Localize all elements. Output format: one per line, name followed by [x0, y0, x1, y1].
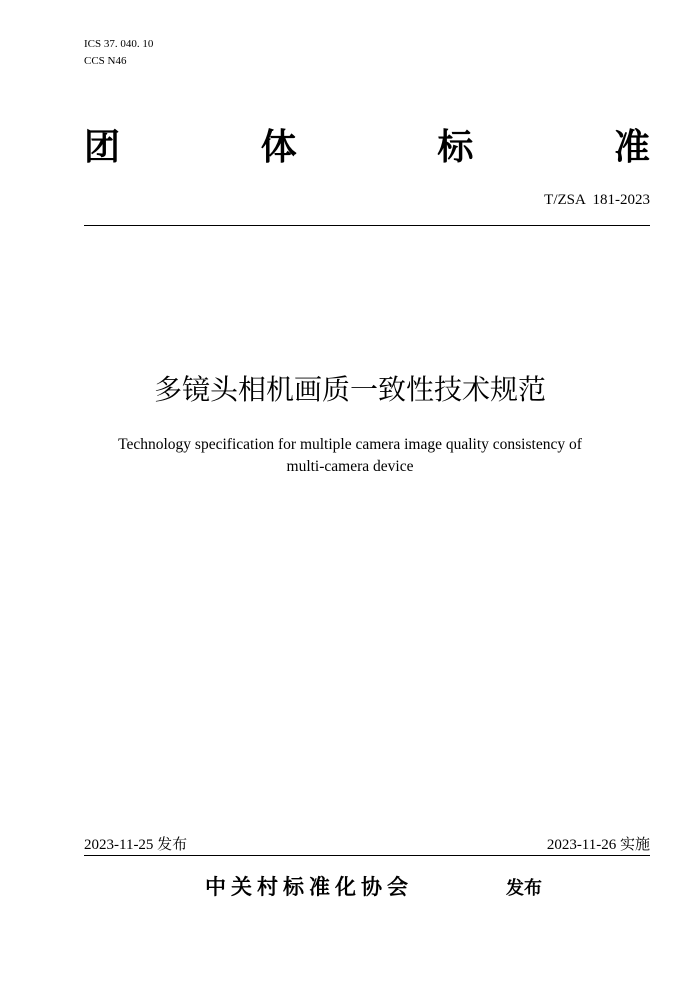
publish-date: 2023-11-25 发布 — [84, 837, 188, 853]
publisher-name: 中关村标准化协会 — [205, 875, 413, 899]
implement-date: 2023-11-26 实施 — [546, 837, 650, 853]
document-type-heading — [84, 124, 650, 172]
document-type-char-3: 标 — [437, 127, 474, 168]
publish-label: 发布 — [506, 878, 542, 899]
english-title-line-1: Technology specification for multiple camera image quality consistency of — [118, 436, 582, 453]
standard-number: T/ZSA 181-2023 — [544, 192, 650, 208]
document-type-char-1: 团 — [84, 127, 121, 168]
chinese-title: 多镜头相机画质一致性技术规范 — [153, 373, 546, 406]
bottom-divider — [84, 855, 650, 856]
document-type-char-2: 体 — [260, 127, 297, 168]
document-type-char-4: 准 — [613, 127, 650, 168]
top-divider — [84, 225, 650, 226]
english-title — [90, 434, 610, 478]
ccs-code: CCS N46 — [84, 55, 127, 67]
ics-code: ICS 37. 040. 10 — [84, 38, 154, 50]
english-title-line-2: multi-camera device — [286, 458, 414, 475]
